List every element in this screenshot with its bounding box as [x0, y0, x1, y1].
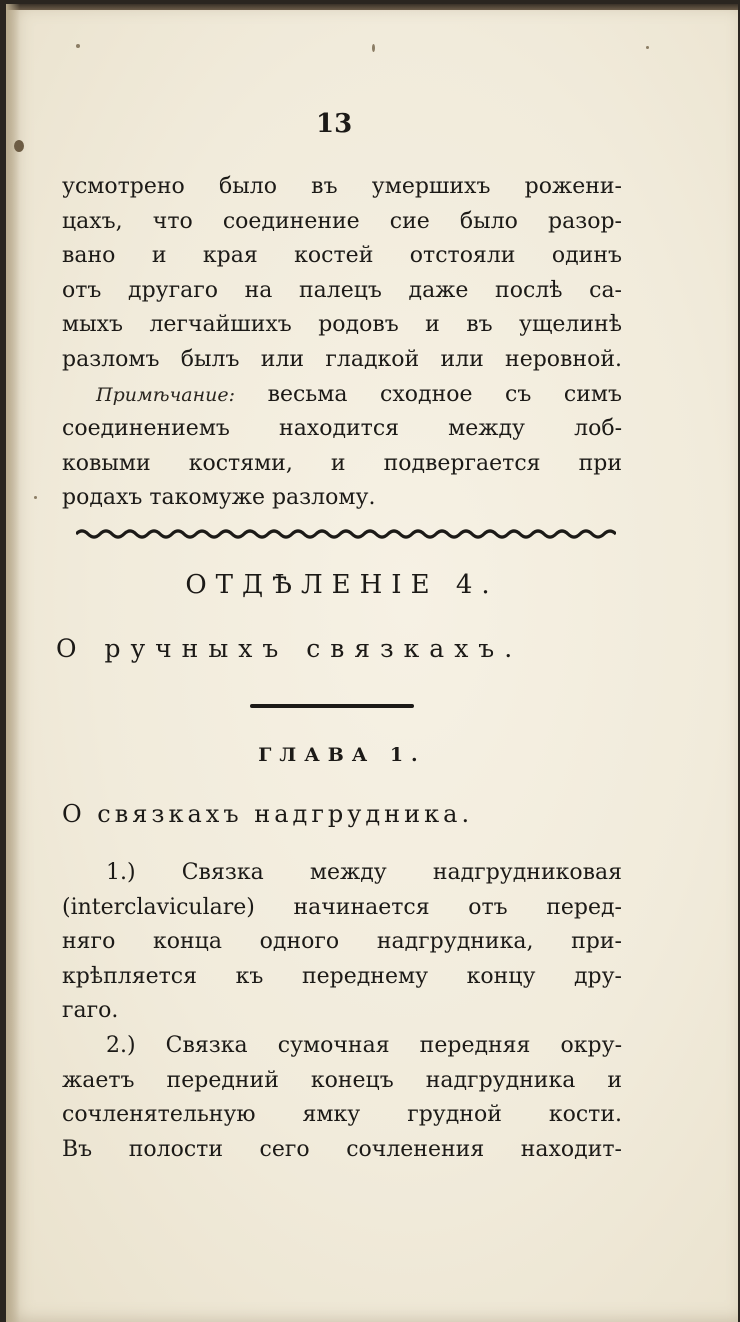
note-text: весьма сходное съ симъ	[267, 381, 622, 407]
text-line: жаетъ передний конецъ надгрудника и	[62, 1067, 622, 1093]
text-line: соединениемъ находится между лоб-	[62, 416, 622, 442]
text-line: сочленятельную ямку грудной кости.	[62, 1102, 622, 1128]
opening-paragraph	[62, 170, 622, 516]
text-line: гаго.	[62, 998, 119, 1024]
page-top-edge	[6, 4, 738, 10]
page-gutter-shadow	[6, 4, 20, 1322]
note-first-line	[62, 378, 622, 413]
paper-speck	[14, 140, 24, 152]
section-title: ОТДѢЛЕНІЕ 4.	[185, 570, 499, 600]
text-line: няго конца одного надгрудника, при-	[62, 929, 622, 955]
text-line: ковыми костями, и подвергается при	[62, 450, 622, 476]
section-subtitle: О ручныхъ связкахъ.	[56, 634, 523, 663]
text-line: (interclaviculare) начинается отъ перед-	[62, 894, 622, 920]
paper-speck	[372, 44, 375, 52]
ornamental-divider	[76, 528, 616, 540]
paper-speck	[76, 44, 80, 48]
text-line: вано и края костей отстояли одинъ	[62, 243, 622, 269]
text-line: разломъ былъ или гладкой или неровной.	[62, 346, 622, 372]
text-line: 1.) Связка между надгрудниковая	[106, 860, 622, 885]
chapter-subtitle: О связкахъ надгрудника.	[62, 800, 474, 828]
text-line: 2.) Связка сумочная передняя окру-	[106, 1032, 622, 1058]
paper-speck	[646, 46, 649, 49]
book-page	[6, 4, 738, 1322]
heading-divider	[250, 704, 414, 708]
page-number: 13	[316, 109, 353, 139]
paper-speck	[34, 496, 37, 499]
text-line: цахъ, что соединение сие было разор-	[62, 208, 622, 234]
text-line: отъ другаго на палецъ даже послѣ са-	[62, 277, 622, 303]
text-line: Въ полости сего сочленения находит-	[62, 1136, 622, 1162]
text-line: родахъ такомуже разлому.	[62, 485, 376, 511]
text-line: мыхъ легчайшихъ родовъ и въ ущелинѣ	[62, 312, 622, 338]
chapter-body	[62, 856, 622, 1167]
text-line: крѣпляется къ переднему концу дру-	[62, 963, 622, 989]
chapter-title: ГЛАВА 1.	[258, 744, 426, 766]
text-line: усмотрено было въ умершихъ рожени-	[62, 174, 622, 199]
note-label: Примѣчание:	[96, 383, 236, 406]
